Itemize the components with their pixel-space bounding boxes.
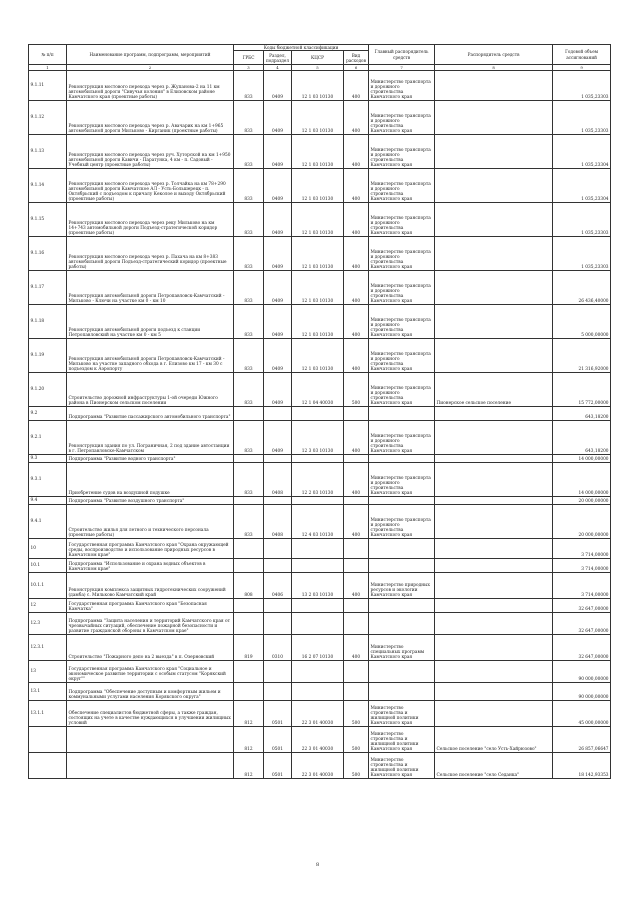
row-name: Подпрограмма "Использование и охрана водных объектов в Камчатском крае" (67, 559, 234, 573)
row-grbs: 833 (234, 203, 264, 237)
row-main-manager: Министерство транспорта и дорожного строительства Камчатского края (369, 373, 435, 407)
column-index-cell: 6 (344, 65, 369, 71)
col-header-codes-group: Коды бюджетной классификации (234, 45, 369, 51)
row-amount: 1 035,23304 (553, 135, 611, 169)
row-vid: 500 (344, 701, 369, 727)
row-grbs (234, 539, 264, 559)
column-index-cell: 8 (435, 65, 553, 71)
row-main-manager (369, 455, 435, 463)
row-ksr: 12 1 03 10130 (292, 71, 344, 101)
row-main-manager: Министерство транспорта и дорожного строительства Камчатского края (369, 505, 435, 539)
row-vid (344, 599, 369, 613)
row-recipient (435, 599, 553, 613)
row-recipient: Сельское поселение "село Усть-Хайрюзово" (435, 727, 553, 753)
column-index-cell: 9 (553, 65, 611, 71)
row-recipient (435, 701, 553, 727)
row-razdel: 0409 (264, 373, 292, 407)
row-vid (344, 613, 369, 635)
row-ksr (292, 539, 344, 559)
row-num: 9.1.15 (29, 203, 67, 237)
row-name: Реконструкция мостового перехода через руч. Хуторской на км 1+950 автомобильной дороги Кавичи - Паратунка, 4 км - п. Садовый - Учебный центр (проектные работы) (67, 135, 234, 169)
table-row (29, 463, 611, 497)
column-index-cell: 4 (264, 65, 292, 71)
row-grbs: 833 (234, 169, 264, 203)
row-recipient: Сельское поселение "село Седанка" (435, 753, 553, 779)
row-vid: 400 (344, 169, 369, 203)
row-name: Реконструкция мостового перехода через р. Жупанова-2 на 11 км автомобильной дороги "Сивучья колония" в Елизовском районе Камчатского края (проектные работы) (67, 71, 234, 101)
row-num: 13 (29, 661, 67, 683)
row-amount: 3 714,00000 (553, 573, 611, 599)
row-ksr: 12 1 03 10130 (292, 169, 344, 203)
row-grbs (234, 661, 264, 683)
row-num: 9.1.17 (29, 271, 67, 305)
row-name: Государственная программа Камчатского края "Социальное и экономическое развитие территории с особым статусом "Корякский округ"" (67, 661, 234, 683)
row-grbs: 833 (234, 339, 264, 373)
row-main-manager: Министерство строительства и жилищной политики Камчатского края (369, 727, 435, 753)
col-header-annual-amount: Годовой объем ассигнований (553, 45, 611, 65)
page-number: 8 (316, 862, 320, 868)
row-name: Реконструкция мостового перехода через реку Мильково на км 14+743 автомобильной дороги Подъезд-стратегической коридор (проектные работы) (67, 203, 234, 237)
row-num: 9.1.19 (29, 339, 67, 373)
row-vid (344, 661, 369, 683)
row-recipient (435, 505, 553, 539)
table-row (29, 169, 611, 203)
row-grbs: 812 (234, 753, 264, 779)
row-amount: 90 000,00000 (553, 661, 611, 683)
row-amount: 14 000,00000 (553, 463, 611, 497)
row-main-manager (369, 661, 435, 683)
row-razdel: 0408 (264, 463, 292, 497)
row-main-manager (369, 559, 435, 573)
row-razdel (264, 407, 292, 421)
row-ksr (292, 497, 344, 505)
row-name: Строительство "Пожарного депо на 2 выезда" в п. Озерновский (67, 635, 234, 661)
row-vid (344, 455, 369, 463)
row-razdel: 0409 (264, 135, 292, 169)
row-ksr: 13 2 03 10130 (292, 573, 344, 599)
row-num: 12 (29, 599, 67, 613)
row-name: Обеспечение специалистов бюджетной сферы, а также граждан, состоящих на учете в качестве нуждающихся в улучшении жилищных условий (67, 701, 234, 727)
row-ksr: 12 2 03 10130 (292, 463, 344, 497)
row-name: Реконструкция мостового перехода через р. Авачарик на км 1+965 автомобильной дороги Мильково - Кирганик (проектные работы) (67, 101, 234, 135)
column-index-cell: 7 (369, 65, 435, 71)
table-row (29, 455, 611, 463)
table-row (29, 635, 611, 661)
row-ksr: 12 1 03 10130 (292, 135, 344, 169)
row-num: 9.4.1 (29, 505, 67, 539)
row-grbs (234, 407, 264, 421)
row-ksr (292, 613, 344, 635)
row-num: 9.1.14 (29, 169, 67, 203)
row-num: 10.1 (29, 559, 67, 573)
col-header-main-manager: Главный распорядитель средств (369, 45, 435, 65)
row-name: Государственная программа Камчатского края "Безопасная Камчатка" (67, 599, 234, 613)
table-row (29, 237, 611, 271)
row-amount: 1 035,23303 (553, 203, 611, 237)
row-razdel: 0409 (264, 101, 292, 135)
row-vid (344, 539, 369, 559)
row-razdel: 0409 (264, 237, 292, 271)
row-name: Реконструкция здания по ул. Пограничная, 2 под здание автостанции в г. Петропавловске-Камчатском (67, 421, 234, 455)
row-main-manager: Министерство транспорта и дорожного строительства Камчатского края (369, 463, 435, 497)
row-grbs: 833 (234, 71, 264, 101)
row-vid (344, 559, 369, 573)
row-recipient (435, 237, 553, 271)
row-num: 9.2 (29, 407, 67, 421)
table-row (29, 407, 611, 421)
row-grbs: 833 (234, 505, 264, 539)
row-num: 9.1.16 (29, 237, 67, 271)
row-num: 9.3 (29, 455, 67, 463)
row-name: Реконструкция мостового перехода через р. Пахача на км 8+383 автомобильной дороги Подъезд-стратегический коридор (проектные работы) (67, 237, 234, 271)
table-row (29, 701, 611, 727)
row-ksr: 22 3 01 40030 (292, 701, 344, 727)
table-row (29, 661, 611, 683)
row-main-manager (369, 599, 435, 613)
row-amount: 21 316,92000 (553, 339, 611, 373)
row-main-manager: Министерство транспорта и дорожного строительства Камчатского края (369, 169, 435, 203)
row-num: 9.1.11 (29, 71, 67, 101)
row-grbs: 833 (234, 135, 264, 169)
row-razdel (264, 455, 292, 463)
row-ksr: 12 1 03 10130 (292, 101, 344, 135)
row-recipient (435, 339, 553, 373)
row-num: 10 (29, 539, 67, 559)
row-main-manager: Министерство транспорта и дорожного строительства Камчатского края (369, 305, 435, 339)
row-razdel: 0501 (264, 701, 292, 727)
row-amount: 643,18200 (553, 421, 611, 455)
row-amount: 18 142,93353 (553, 753, 611, 779)
row-name (67, 727, 234, 753)
table-row (29, 683, 611, 701)
row-recipient (435, 539, 553, 559)
row-grbs: 833 (234, 305, 264, 339)
row-razdel (264, 539, 292, 559)
row-num: 13.1 (29, 683, 67, 701)
row-num: 9.2.1 (29, 421, 67, 455)
row-amount: 45 000,00000 (553, 701, 611, 727)
row-razdel: 0409 (264, 271, 292, 305)
table-row (29, 271, 611, 305)
row-razdel (264, 497, 292, 505)
table-row (29, 505, 611, 539)
row-ksr: 22 3 01 40030 (292, 727, 344, 753)
row-grbs: 833 (234, 101, 264, 135)
row-name (67, 753, 234, 779)
row-amount: 26 436,40000 (553, 271, 611, 305)
row-razdel: 0310 (264, 635, 292, 661)
row-recipient (435, 683, 553, 701)
row-recipient (435, 559, 553, 573)
row-ksr: 12 1 03 10130 (292, 305, 344, 339)
row-ksr (292, 455, 344, 463)
row-main-manager: Министерство транспорта и дорожного строительства Камчатского края (369, 135, 435, 169)
table-row (29, 573, 611, 599)
row-grbs: 833 (234, 237, 264, 271)
row-razdel (264, 661, 292, 683)
row-razdel: 0408 (264, 505, 292, 539)
table-row (29, 203, 611, 237)
row-main-manager: Министерство транспорта и дорожного строительства Камчатского края (369, 237, 435, 271)
row-main-manager: Министерство транспорта и дорожного строительства Камчатского края (369, 339, 435, 373)
row-razdel: 0406 (264, 573, 292, 599)
row-main-manager (369, 613, 435, 635)
row-vid: 400 (344, 339, 369, 373)
row-num: 9.1.13 (29, 135, 67, 169)
row-recipient (435, 421, 553, 455)
row-num: 12.3 (29, 613, 67, 635)
table-row (29, 727, 611, 753)
row-vid: 400 (344, 135, 369, 169)
column-index-cell: 1 (29, 65, 67, 71)
row-vid: 400 (344, 463, 369, 497)
row-vid: 500 (344, 727, 369, 753)
row-ksr: 12 1 03 10130 (292, 237, 344, 271)
row-num: 9.3.1 (29, 463, 67, 497)
row-main-manager (369, 539, 435, 559)
row-razdel (264, 683, 292, 701)
row-amount: 26 857,06647 (553, 727, 611, 753)
row-amount: 32 647,00000 (553, 613, 611, 635)
row-ksr: 12 1 04 40030 (292, 373, 344, 407)
row-name: Подпрограмма "Развитие водного транспорта" (67, 455, 234, 463)
row-name: Подпрограмма "Защита населения и территорий Камчатского края от чрезвычайных ситуаций, обеспечение пожарной безопасности и развитие гражданской обороны в Камчатском крае" (67, 613, 234, 635)
row-vid: 400 (344, 237, 369, 271)
row-ksr: 16 2 07 10130 (292, 635, 344, 661)
table-body (29, 71, 611, 779)
row-recipient (435, 135, 553, 169)
row-grbs: 833 (234, 373, 264, 407)
row-name: Государственная программа Камчатского края "Охрана окружающей среды, воспроизводство и использование природных ресурсов в Камчатском крае" (67, 539, 234, 559)
row-recipient (435, 71, 553, 101)
row-main-manager (369, 407, 435, 421)
col-header-grbs: ГРБС (234, 51, 264, 65)
row-main-manager: Министерство транспорта и дорожного строительства Камчатского края (369, 101, 435, 135)
row-name: Реконструкция автомобильной дороги подъезд к станции Петропавловский на участке км 0 - км 5 (67, 305, 234, 339)
row-razdel: 0501 (264, 727, 292, 753)
row-grbs: 812 (234, 701, 264, 727)
row-amount: 32 647,00000 (553, 635, 611, 661)
row-vid: 500 (344, 753, 369, 779)
row-name: Реконструкция автомобильной дороги Петропавловск-Камчатский - Мильково на участке западного обхода в г. Елизово км 17 - км 30 с подъездом к Аэропорту (67, 339, 234, 373)
row-razdel (264, 613, 292, 635)
row-vid: 400 (344, 635, 369, 661)
table-row (29, 497, 611, 505)
row-razdel (264, 559, 292, 573)
row-vid: 500 (344, 373, 369, 407)
table-row (29, 373, 611, 407)
row-main-manager: Министерство транспорта и дорожного строительства Камчатского края (369, 71, 435, 101)
row-name: Реконструкция мостового перехода через р. Толчайка на км 78+290 автомобильной дороги Камчатское АЛ - Усть-Большерецк - п. Октябрьский с подъездом к причалу Кеколое и выходу Октябрьский (проектные работы) (67, 169, 234, 203)
column-index-cell: 5 (292, 65, 344, 71)
row-razdel: 0409 (264, 339, 292, 373)
row-grbs: 833 (234, 271, 264, 305)
row-recipient (435, 169, 553, 203)
row-amount: 1 035,23303 (553, 101, 611, 135)
row-amount: 5 000,00000 (553, 305, 611, 339)
row-num: 9.1.18 (29, 305, 67, 339)
row-vid: 400 (344, 505, 369, 539)
row-recipient (435, 271, 553, 305)
row-main-manager: Министерство транспорта и дорожного строительства Камчатского края (369, 421, 435, 455)
row-vid: 400 (344, 101, 369, 135)
row-recipient (435, 455, 553, 463)
row-vid: 400 (344, 271, 369, 305)
row-main-manager (369, 497, 435, 505)
table-row (29, 599, 611, 613)
row-amount: 20 000,00000 (553, 505, 611, 539)
row-grbs: 819 (234, 635, 264, 661)
row-ksr (292, 559, 344, 573)
row-ksr (292, 683, 344, 701)
row-vid: 400 (344, 203, 369, 237)
row-num: 10.1.1 (29, 573, 67, 599)
table-row (29, 753, 611, 779)
table-row (29, 559, 611, 573)
row-recipient (435, 661, 553, 683)
row-main-manager: Министерство транспорта и дорожного строительства Камчатского края (369, 203, 435, 237)
row-amount: 90 000,00000 (553, 683, 611, 701)
row-num: 13.1.1 (29, 701, 67, 727)
row-amount: 20 000,00000 (553, 497, 611, 505)
row-vid (344, 497, 369, 505)
table-row (29, 135, 611, 169)
row-num: 9.1.12 (29, 101, 67, 135)
row-ksr: 12 1 03 10130 (292, 203, 344, 237)
row-recipient (435, 573, 553, 599)
table-row (29, 101, 611, 135)
row-razdel: 0409 (264, 71, 292, 101)
row-razdel: 0409 (264, 203, 292, 237)
row-name: Подпрограмма "Обеспечение доступным и комфортным жильем и коммунальными услугами населения Корякского округа" (67, 683, 234, 701)
row-grbs (234, 683, 264, 701)
row-ksr: 12 3 03 10130 (292, 421, 344, 455)
row-recipient (435, 203, 553, 237)
row-recipient (435, 613, 553, 635)
row-vid: 400 (344, 573, 369, 599)
table-row (29, 305, 611, 339)
row-name: Строительство жилья для летного и технического персонала (проектные работы) (67, 505, 234, 539)
budget-table-sheet (28, 44, 610, 779)
row-amount: 3 714,00000 (553, 559, 611, 573)
row-main-manager: Министерство транспорта и дорожного строительства Камчатского края (369, 271, 435, 305)
row-num: 9.4 (29, 497, 67, 505)
row-recipient (435, 497, 553, 505)
row-razdel: 0409 (264, 421, 292, 455)
row-num: 9.1.20 (29, 373, 67, 407)
table-row (29, 71, 611, 101)
row-razdel (264, 599, 292, 613)
row-main-manager: Министерство строительства и жилищной политики Камчатского края (369, 701, 435, 727)
column-index-cell: 3 (234, 65, 264, 71)
row-num (29, 727, 67, 753)
row-recipient: Пионерское сельское поселение (435, 373, 553, 407)
row-amount: 14 000,00000 (553, 455, 611, 463)
row-recipient (435, 305, 553, 339)
row-ksr: 22 3 01 40030 (292, 753, 344, 779)
col-header-name: Наименование программ, подпрограмм, мероприятий (67, 45, 234, 65)
row-recipient (435, 463, 553, 497)
row-amount: 32 647,00000 (553, 599, 611, 613)
row-ksr: 12 4 03 10130 (292, 505, 344, 539)
col-header-vid: Вид расходов (344, 51, 369, 65)
row-main-manager: Министерство специальных программ Камчатского края (369, 635, 435, 661)
col-header-num: № п/п (29, 45, 67, 65)
col-header-ksr: КЦСР (292, 51, 344, 65)
budget-allocation-table (28, 44, 611, 779)
row-main-manager (369, 683, 435, 701)
row-grbs: 833 (234, 463, 264, 497)
row-name: Строительство дорожной инфраструктуры 1-ой очереди Южного района в Пионерском сельском поселении (67, 373, 234, 407)
row-grbs: 812 (234, 727, 264, 753)
row-name: Приобретение судов на воздушной подушке (67, 463, 234, 497)
row-name: Подпрограмма "Развитие воздушного транспорта" (67, 497, 234, 505)
row-grbs (234, 497, 264, 505)
row-name: Реконструкция автомобильной дороги Петропавловск-Камчатский - Мильково - Ключи на участке км 0 - км 10 (67, 271, 234, 305)
table-row (29, 539, 611, 559)
row-main-manager: Министерство природных ресурсов и экологии Камчатского края (369, 573, 435, 599)
row-main-manager: Министерство строительства и жилищной политики Камчатского края (369, 753, 435, 779)
row-amount: 1 035,23304 (553, 169, 611, 203)
row-ksr (292, 407, 344, 421)
row-grbs (234, 455, 264, 463)
table-row (29, 339, 611, 373)
col-header-recipient: Распорядитель средств (435, 45, 553, 65)
row-num: 12.3.1 (29, 635, 67, 661)
row-grbs (234, 613, 264, 635)
row-recipient (435, 635, 553, 661)
row-vid (344, 683, 369, 701)
row-grbs (234, 599, 264, 613)
row-grbs: 833 (234, 421, 264, 455)
row-vid (344, 407, 369, 421)
row-amount: 15 772,00000 (553, 373, 611, 407)
row-razdel: 0409 (264, 305, 292, 339)
row-amount: 1 035,23303 (553, 71, 611, 101)
row-num (29, 753, 67, 779)
row-amount: 1 035,23303 (553, 237, 611, 271)
table-row (29, 421, 611, 455)
row-ksr (292, 661, 344, 683)
table-row (29, 613, 611, 635)
column-index-cell: 2 (67, 65, 234, 71)
col-header-razdel: Раздел, подраздел (264, 51, 292, 65)
row-name: Реконструкция комплекса защитных гидротехнических сооружений (дамба) с. Мильково Камчатский край (67, 573, 234, 599)
row-grbs: 808 (234, 573, 264, 599)
row-ksr (292, 599, 344, 613)
row-razdel: 0409 (264, 169, 292, 203)
row-razdel: 0501 (264, 753, 292, 779)
row-name: Подпрограмма "Развитие пассажирского автомобильного транспорта" (67, 407, 234, 421)
row-vid: 400 (344, 71, 369, 101)
row-ksr: 12 1 03 10130 (292, 339, 344, 373)
row-amount: 643,18200 (553, 407, 611, 421)
row-amount: 3 714,00000 (553, 539, 611, 559)
row-recipient (435, 407, 553, 421)
row-ksr: 12 1 03 10130 (292, 271, 344, 305)
row-recipient (435, 101, 553, 135)
row-vid: 400 (344, 421, 369, 455)
row-vid: 400 (344, 305, 369, 339)
row-grbs (234, 559, 264, 573)
